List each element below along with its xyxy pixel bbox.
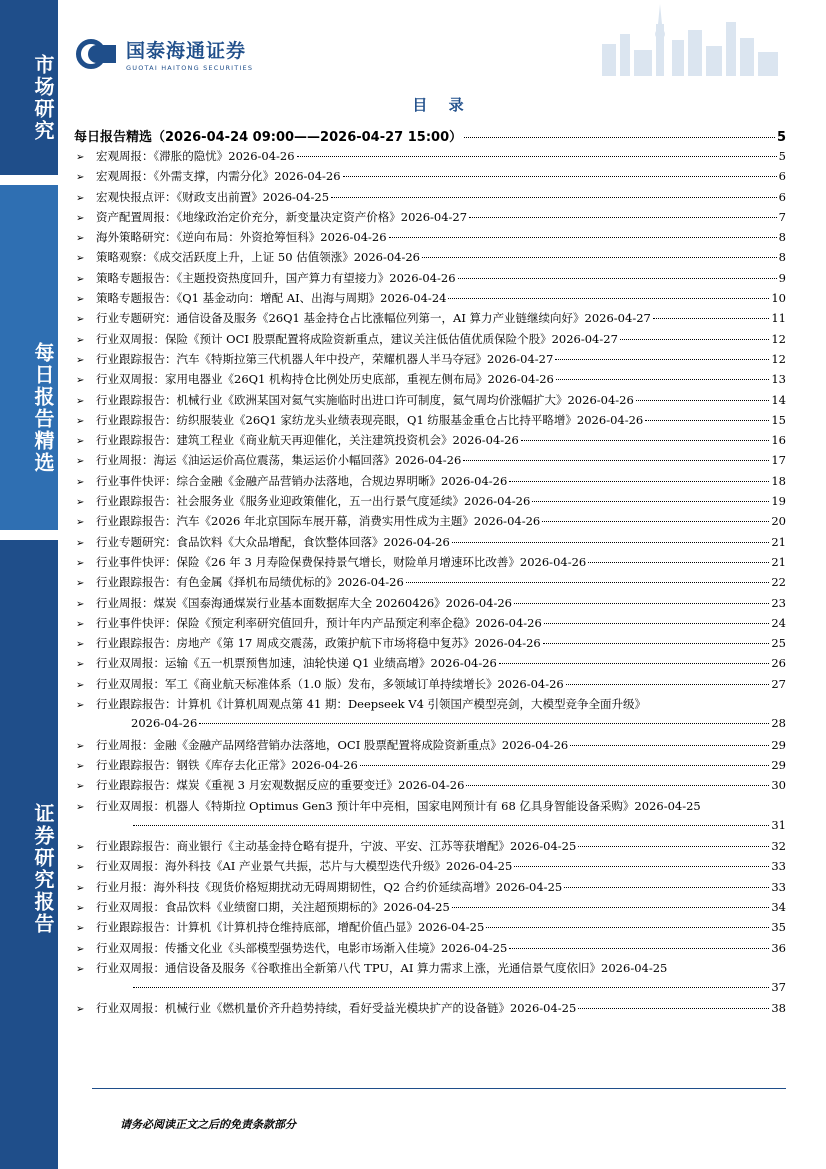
toc-entry-title: 宏观周报：《外需支撑，内需分化》2026-04-26: [96, 169, 341, 184]
toc-heading-row[interactable]: [74, 126, 786, 148]
toc-entry-title: 行业跟踪报告：房地产《第 17 周成交震荡，政策护航下市场将稳中复苏》2026-04-26: [96, 636, 541, 651]
leader-dots: [620, 339, 769, 340]
toc-entry-title: 行业双周报：家用电器业《26Q1 机构持仓比例处历史底部，重视左侧布局》2026-04-26: [96, 372, 554, 387]
toc-entry-title: 行业跟踪报告：汽车《2026 年北京国际车展开幕，消费实用性成为主题》2026-04-26: [96, 514, 541, 529]
toc-entry-title: 资产配置周报：《地缘政治定价充分，新变量决定资产价格》2026-04-27: [96, 209, 468, 224]
toc-entry-page: 29: [771, 757, 786, 772]
arrow-bullet-icon: ➢: [76, 557, 85, 569]
toc-entry-title: 行业跟踪报告：煤炭《重视 3 月宏观数据反应的重要变迁》2026-04-26: [96, 778, 465, 793]
leader-dots: [636, 400, 770, 401]
toc-entry-page: 30: [771, 778, 786, 793]
leader-dots: [578, 1008, 769, 1009]
arrow-bullet-icon: ➢: [76, 902, 85, 914]
leader-dots: [133, 987, 769, 988]
leader-dots: [556, 379, 770, 380]
toc-entry-page: 7: [778, 209, 786, 224]
toc-entry-page: 28: [771, 716, 786, 731]
toc-entry-title-cont: 2026-04-26: [131, 716, 198, 731]
toc-entry[interactable]: [74, 554, 786, 574]
leader-dots: [521, 440, 770, 441]
leader-dots: [566, 684, 770, 685]
arrow-bullet-icon: ➢: [76, 882, 85, 894]
toc-entry[interactable]: [74, 452, 786, 472]
toc-entry-page: 21: [771, 534, 786, 549]
arrow-bullet-icon: ➢: [76, 395, 85, 407]
arrow-bullet-icon: ➢: [76, 273, 85, 285]
toc-entry[interactable]: [74, 737, 786, 757]
toc-entry[interactable]: [74, 432, 786, 452]
toc-entry-page: 37: [771, 980, 786, 995]
company-name-en: GUOTAI HAITONG SECURITIES: [126, 64, 254, 72]
toc-entry-title: 行业周报：煤炭《国泰海通煤炭行业基本面数据库大全 20260426》2026-04-26: [96, 595, 512, 610]
toc-entry-page: 8: [778, 230, 786, 245]
toc-entry[interactable]: [74, 676, 786, 696]
arrow-bullet-icon: ➢: [76, 639, 85, 651]
arrow-bullet-icon: ➢: [76, 842, 85, 854]
leader-dots: [331, 197, 777, 198]
arrow-bullet-icon: ➢: [76, 923, 85, 935]
footer-disclaimer: 请务必阅读正文之后的免责条款部分: [120, 1118, 296, 1131]
leader-dots: [469, 217, 777, 218]
toc-entry-continuation[interactable]: [74, 818, 786, 838]
arrow-bullet-icon: ➢: [76, 1004, 85, 1016]
leader-dots: [555, 359, 769, 360]
leader-dots: [448, 298, 769, 299]
arrow-bullet-icon: ➢: [76, 152, 85, 163]
toc-entry-title: 行业双周报：保险《预计 OCI 股票配置将成险资新重点，建议关注低估值优质保险个股》2026-04-27: [96, 331, 618, 346]
arrow-bullet-icon: ➢: [76, 760, 85, 772]
arrow-bullet-icon: ➢: [76, 436, 85, 448]
arrow-bullet-icon: ➢: [76, 862, 85, 874]
arrow-bullet-icon: ➢: [76, 294, 85, 306]
toc-entry[interactable]: [74, 270, 786, 290]
sidebar-section-securities-research: 证券研究报告: [0, 540, 58, 1169]
arrow-bullet-icon: ➢: [76, 517, 85, 529]
leader-dots: [514, 866, 769, 867]
toc-entry[interactable]: [74, 838, 786, 858]
toc-entry[interactable]: [74, 412, 786, 432]
toc-heading-text: 每日报告精选（2026-04-24 09:00——2026-04-27 15:00）: [74, 130, 463, 145]
toc-entry[interactable]: [74, 635, 786, 655]
toc-entry-title: 行业双周报：通信设备及服务《谷歌推出全新第八代 TPU，AI 算力需求上涨，光通信景气度依旧》2026-04-25: [96, 960, 668, 975]
toc-entry-page: 33: [771, 879, 786, 894]
arrow-bullet-icon: ➢: [76, 497, 85, 509]
arrow-bullet-icon: ➢: [76, 598, 85, 610]
toc-entry-title: 行业双周报：海外科技《AI 产业景气共振，芯片与大模型迭代升级》2026-04-25: [96, 859, 513, 874]
toc-entry-page: 36: [771, 940, 786, 955]
toc-entry-title: 行业事件快评：保险《26 年 3 月寿险保费保持景气增长，财险单月增速环比改善》2026-04-26: [96, 554, 587, 569]
toc-entry-title: 行业跟踪报告：商业银行《主动基金持仓略有提升，宁波、平安、江苏等获增配》2026-04-25: [96, 839, 577, 854]
arrow-bullet-icon: ➢: [76, 212, 85, 224]
toc-entry-title: 行业月报：海外科技《现货价格短期扰动无碍周期韧性，Q2 合约价延续高增》2026-04-25: [96, 879, 563, 894]
leader-dots: [532, 501, 769, 502]
toc-entry[interactable]: [74, 493, 786, 513]
leader-dots: [458, 278, 777, 279]
toc-entry-title: 行业专题研究：食品饮料《大众品增配，食饮整体回落》2026-04-26: [96, 534, 450, 549]
toc-entry-title: 行业事件快评：保险《预定利率研究值回升，预计年内产品预定利率企稳》2026-04-26: [96, 615, 542, 630]
toc-entry[interactable]: [74, 229, 786, 249]
toc-entry-title: 行业跟踪报告：计算机《计算机持仓维持底部，增配价值凸显》2026-04-25: [96, 920, 485, 935]
leader-dots: [452, 542, 770, 543]
toc-entry-title: 行业双周报：机械行业《燃机量价齐升趋势持续，看好受益光模块扩产的设备链》2026-04-25: [96, 1001, 577, 1016]
arrow-bullet-icon: ➢: [76, 314, 85, 326]
sidebar-section-market-research: 市场研究: [0, 0, 58, 175]
toc-entry[interactable]: [74, 1000, 786, 1020]
toc-entry-page: 9: [778, 270, 786, 285]
arrow-bullet-icon: ➢: [76, 476, 85, 488]
leader-dots: [199, 723, 769, 724]
arrow-bullet-icon: ➢: [76, 375, 85, 387]
toc-entry-title: 行业双周报：军工《商业航天标准体系（1.0 版）发布，多领域订单持续增长》2026-04-26: [96, 676, 564, 691]
leader-dots: [452, 907, 770, 908]
leader-dots: [564, 887, 769, 888]
toc-entry-page: 13: [771, 372, 786, 387]
leader-dots: [422, 257, 777, 258]
arrow-bullet-icon: ➢: [76, 943, 85, 955]
leader-dots: [578, 846, 769, 847]
sidebar: [0, 0, 58, 1169]
leader-dots: [463, 460, 769, 461]
arrow-bullet-icon: ➢: [76, 233, 85, 245]
table-of-contents: [74, 126, 786, 1021]
toc-entry-page: 26: [771, 656, 786, 671]
toc-entry[interactable]: [74, 168, 786, 188]
leader-dots: [543, 643, 770, 644]
toc-entry[interactable]: [74, 777, 786, 797]
toc-entry-page: 21: [771, 554, 786, 569]
leader-dots: [486, 927, 769, 928]
toc-entry-title: 行业跟踪报告：社会服务业《服务业迎政策催化，五一出行景气度延续》2026-04-26: [96, 494, 531, 509]
arrow-bullet-icon: ➢: [76, 963, 85, 975]
arrow-bullet-icon: ➢: [76, 578, 85, 590]
toc-entry-page: 22: [771, 575, 786, 590]
toc-entry[interactable]: [74, 858, 786, 878]
leader-dots: [653, 318, 770, 319]
toc-entry[interactable]: [74, 940, 786, 960]
toc-entry[interactable]: [74, 534, 786, 554]
leader-dots: [466, 785, 769, 786]
leader-dots: [499, 663, 770, 664]
arrow-bullet-icon: ➢: [76, 415, 85, 427]
leader-dots: [464, 137, 775, 138]
toc-entry-title: 行业跟踪报告：有色金属《择机布局绩优标的》2026-04-26: [96, 575, 404, 590]
toc-entry-title: 宏观周报：《滞胀的隐忧》2026-04-26: [96, 149, 295, 163]
toc-entry-page: 19: [771, 494, 786, 509]
arrow-bullet-icon: ➢: [76, 172, 85, 184]
toc-entry-title: 行业周报：海运《油运运价高位震荡，集运运价小幅回落》2026-04-26: [96, 453, 462, 468]
toc-entry-page: 18: [771, 473, 786, 488]
toc-entry-page: 15: [771, 412, 786, 427]
toc-entry-title: 行业事件快评：综合金融《金融产品营销办法落地，合规边界明晰》2026-04-26: [96, 473, 508, 488]
toc-entry-continuation[interactable]: [74, 716, 786, 736]
toc-entry[interactable]: [74, 655, 786, 675]
toc-entry-page: 14: [771, 392, 786, 407]
toc-entry[interactable]: [74, 371, 786, 391]
toc-entry-title: 策略专题报告：《Q1 基金动向：增配 AI、出海与周期》2026-04-24: [96, 291, 447, 306]
toc-entry[interactable]: [74, 696, 786, 716]
toc-entry-title: 行业双周报：食品饮料《业绩窗口期，关注超预期标的》2026-04-25: [96, 899, 450, 914]
leader-dots: [542, 521, 769, 522]
leader-dots: [509, 481, 769, 482]
toc-entry-title: 行业跟踪报告：机械行业《欧洲某国对氦气实施临时出进口许可制度，氦气周均价涨幅扩大》2026-04-26: [96, 392, 634, 407]
arrow-bullet-icon: ➢: [76, 659, 85, 671]
toc-entry-title: 策略观察：《成交活跃度上升，上证 50 估值领涨》2026-04-26: [96, 250, 420, 265]
toc-entry[interactable]: [74, 249, 786, 269]
toc-entry-title: 行业跟踪报告：钢铁《库存去化正常》2026-04-26: [96, 757, 358, 772]
toc-entry[interactable]: [74, 513, 786, 533]
leader-dots: [570, 745, 769, 746]
arrow-bullet-icon: ➢: [76, 253, 85, 265]
toc-entry-title: 行业专题研究：通信设备及服务《26Q1 基金持仓占比涨幅位列第一，AI 算力产业链继续向好》2026-04-27: [96, 311, 651, 326]
toc-entry-title: 策略专题报告：《主题投资热度回升，国产算力有望接力》2026-04-26: [96, 270, 456, 285]
arrow-bullet-icon: ➢: [76, 456, 85, 468]
toc-entry-title: 行业跟踪报告：计算机《计算机周观点第 41 期：Deepseek V4 引领国产模型亮剑，大模型竞争全面升级》: [96, 697, 647, 712]
arrow-bullet-icon: ➢: [76, 354, 85, 366]
toc-entry[interactable]: [74, 209, 786, 229]
leader-dots: [544, 623, 770, 624]
arrow-bullet-icon: ➢: [76, 334, 85, 346]
toc-entry-page: 8: [778, 250, 786, 265]
toc-entry[interactable]: [74, 290, 786, 310]
leader-dots: [514, 603, 769, 604]
toc-entry[interactable]: [74, 331, 786, 351]
toc-entry-title: 海外策略研究：《逆向布局：外资抢筹恒科》2026-04-26: [96, 230, 387, 245]
toc-entry-title: 行业周报：金融《金融产品网络营销办法落地，OCI 股票配置将成险资新重点》2026-04-26: [96, 737, 569, 752]
toc-entry[interactable]: [74, 392, 786, 412]
toc-entry[interactable]: [74, 899, 786, 919]
arrow-bullet-icon: ➢: [76, 679, 85, 691]
company-logo: [74, 36, 253, 72]
toc-entry-title: 行业跟踪报告：纺织服装业《26Q1 家纺龙头业绩表现亮眼，Q1 纺服基金重仓占比持平略增》2026-04-26: [96, 412, 644, 427]
toc-entry[interactable]: [74, 757, 786, 777]
toc-entry-page: 32: [771, 839, 786, 854]
toc-entry[interactable]: [74, 310, 786, 330]
leader-dots: [343, 176, 777, 177]
toc-entry-page: 29: [771, 737, 786, 752]
toc-entry-page: 35: [771, 920, 786, 935]
leader-dots: [389, 237, 777, 238]
toc-entry[interactable]: [74, 148, 786, 168]
toc-entry-page: 25: [771, 636, 786, 651]
toc-entry-title: 行业双周报：运输《五一机票预售加速，油轮快递 Q1 业绩高增》2026-04-26: [96, 656, 497, 671]
leader-dots: [133, 825, 769, 826]
arrow-bullet-icon: ➢: [76, 192, 85, 204]
city-skyline-icon: [592, 4, 792, 76]
toc-entry-page: 24: [771, 615, 786, 630]
leader-dots: [509, 948, 769, 949]
leader-dots: [588, 562, 769, 563]
toc-entry-page: 31: [771, 817, 786, 832]
toc-entry-page: 23: [771, 595, 786, 610]
leader-dots: [360, 765, 770, 766]
toc-entry-continuation[interactable]: [74, 980, 786, 1000]
toc-entry[interactable]: [74, 574, 786, 594]
toc-entry-page: 6: [778, 189, 786, 204]
toc-entry-page: 12: [771, 351, 786, 366]
leader-dots: [645, 420, 769, 421]
toc-entry-page: 12: [771, 331, 786, 346]
logo-icon: [74, 39, 118, 69]
toc-entry[interactable]: [74, 919, 786, 939]
arrow-bullet-icon: ➢: [76, 781, 85, 793]
arrow-bullet-icon: ➢: [76, 618, 85, 630]
arrow-bullet-icon: ➢: [76, 801, 85, 813]
arrow-bullet-icon: ➢: [76, 740, 85, 752]
leader-dots: [297, 156, 777, 157]
page-title: 目 录: [412, 96, 472, 114]
leader-dots: [406, 582, 770, 583]
toc-entry-page: 10: [771, 291, 786, 306]
toc-entry-page: 11: [771, 311, 786, 326]
toc-entry[interactable]: [74, 189, 786, 209]
toc-entry-title: 行业双周报：机器人《特斯拉 Optimus Gen3 预计年中亮相，国家电网预计有 68 亿具身智能设备采购》2026-04-25: [96, 798, 701, 813]
footer-divider: [92, 1088, 786, 1089]
toc-entry[interactable]: [74, 351, 786, 371]
toc-entry-title: 行业双周报：传播文化业《头部模型强势迭代，电影市场渐入佳境》2026-04-25: [96, 940, 508, 955]
toc-entry[interactable]: [74, 615, 786, 635]
toc-entry[interactable]: [74, 473, 786, 493]
sidebar-section-daily-selection: 每日报告精选: [0, 185, 58, 530]
toc-entry-title: 行业跟踪报告：汽车《特斯拉第三代机器人年中投产，荣耀机器人半马夺冠》2026-04-27: [96, 351, 554, 366]
toc-entry-page: 38: [771, 1001, 786, 1016]
toc-entry-page: 27: [771, 676, 786, 691]
toc-entry-title: 行业跟踪报告：建筑工程业《商业航天再迎催化，关注建筑投资机会》2026-04-26: [96, 433, 519, 448]
toc-entry[interactable]: [74, 960, 786, 980]
arrow-bullet-icon: ➢: [76, 700, 85, 712]
toc-entry-page: 20: [771, 514, 786, 529]
toc-entry[interactable]: [74, 595, 786, 615]
toc-entry-page: 34: [771, 899, 786, 914]
toc-entry-page: 6: [778, 169, 786, 184]
toc-entry[interactable]: [74, 798, 786, 818]
arrow-bullet-icon: ➢: [76, 537, 85, 549]
toc-entry[interactable]: [74, 879, 786, 899]
toc-entry-title: 宏观快报点评：《财政支出前置》2026-04-25: [96, 189, 330, 204]
toc-entry-page: 16: [771, 433, 786, 448]
toc-entry-page: 17: [771, 453, 786, 468]
company-name-cn: 国泰海通证券: [126, 40, 247, 62]
toc-entry-page: 33: [771, 859, 786, 874]
toc-heading-page: 5: [776, 130, 786, 145]
toc-entry-page: 5: [778, 149, 786, 163]
